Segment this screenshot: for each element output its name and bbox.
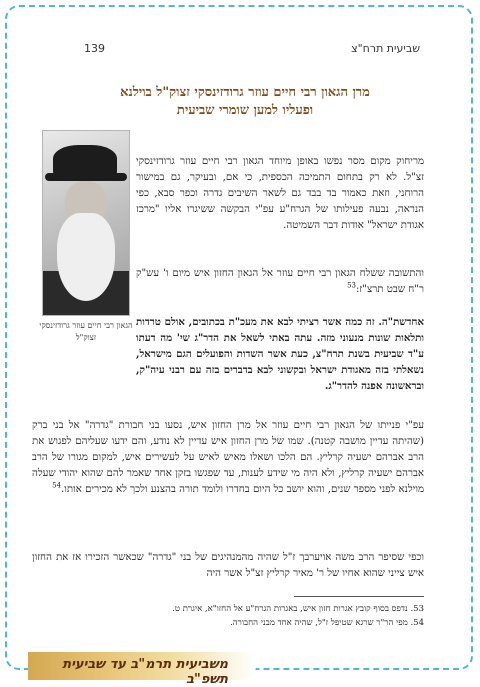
banner-label: משביעית תרמ"ב עד שביעית תשפ"ב	[62, 657, 228, 687]
quoted-letter: אחדשת"ה. זה כמה אשר רציתי לבא את מעכ"ת בכתובים, אולם טרדות ותלאות שונות מנעוני מזה. עתה באתי לשאל את הדר"ג שי' מה דעתו ע"ד שביעית בשנת תרח"צ, כעת אשר השדות והפועלים הגם מישראל, נשאלתי בזה מאגודת ישראל ובקשוני לבא בדברים בזה עם רבני עיה"ק, ובראשונה אפנה להדר"ג.	[136, 316, 424, 392]
running-head	[26, 42, 454, 62]
footnotes	[32, 602, 424, 630]
footnote-number: 54.	[410, 618, 424, 628]
paragraph-3	[32, 418, 424, 498]
footnote-53	[32, 602, 424, 616]
book-page	[26, 24, 454, 687]
page-number: 139	[84, 42, 105, 55]
portrait-photo	[42, 130, 130, 316]
footnote-divider	[294, 596, 424, 597]
running-title: שביעית תרח"צ	[351, 42, 420, 55]
heading-line-1: מרן הגאון רבי חיים עוזר גרודזינסקי זצוק"ל בוילנא	[120, 85, 370, 100]
footnote-54	[32, 616, 424, 630]
section-heading	[66, 84, 424, 120]
footnote-ref-53[interactable]: 53	[347, 281, 356, 290]
paragraph-4: וכפי שסיפר הרב משה אויערבך ז"ל שהיה מהמנהיגים של בני "גדרה" שכאשר הזכירו אז את החזון איש צייני שהוא אחיו של ר' מאיר קרליץ זצ"ל אשר היה	[32, 552, 424, 579]
portrait-caption: הגאון רבי חיים עוזר גרודזינסקי זצוק"ל	[39, 321, 133, 342]
paragraph-2	[136, 266, 424, 298]
heading-line-2: ופעליו למען שומרי שביעית	[176, 103, 314, 118]
paragraph-1: מריחוק מקום מסר נפשו באופן מיוחד הגאון רבי חיים עוזר גרודזינסקי זצ"ל. לא רק בתחום התמיכה הכספית, כי אם, ובעיקר, גם במישור הרוחני, וזאת כאמור בד בבד גם לשאר השיבים גדרה וכפר סבא, כפי הנראה, נבעה פעילותו של הגרח"ע עפ"י הבקשה ששיגרו אליו "מרכז אגודת ישראל" אודות דבר השמיטה.	[136, 156, 424, 231]
paragraph-3-text: עפ"י פנייתו של הגאון רבי חיים עוזר אל מרן החזון איש, נסעו בני חבורת "גדרה" אל בני ברק (שהיתה עדיין מושבה קטנה). שמו של מרן החזון איש עדיין לא נודע, והם ידעו שעליהם לפגוש את הרב אברהם ישעיה קרליץ. הם הלכו ושאלו מאיש לאיש על לעשירים איש, למקום מגורו של הרב אברהם ישעיה קרליץ, ולא היה מי שידע לענות, עד שפגשו בזקן אחד שאמר להם שהוא יהודי שעלה מוילנא לפני מספר שנים, והוא יושב כל היום בחדרו ולומד תורה בהצנע ולכך לא מכירים אותו.	[32, 420, 424, 495]
paragraph-2-text: והתשובה ששלח הגאון רבי חיים עוזר אל הגאון החזון איש מיום ו' עש"ק ר"ח שבט תרצ"ז:	[136, 268, 424, 295]
footnote-ref-54[interactable]: 54	[52, 481, 62, 490]
footnote-number: 53.	[410, 604, 424, 614]
footnote-text: נדפס בסוף קובץ אגרות חזון איש, באגרות הגרח"ע אל החזו"א, איגרת ט.	[172, 604, 408, 614]
footnote-text: מפי הר"ר שרגא שטיפל ז"ל, שהיה אחד מבני החבורה.	[230, 618, 408, 628]
book-title-banner	[28, 652, 256, 687]
